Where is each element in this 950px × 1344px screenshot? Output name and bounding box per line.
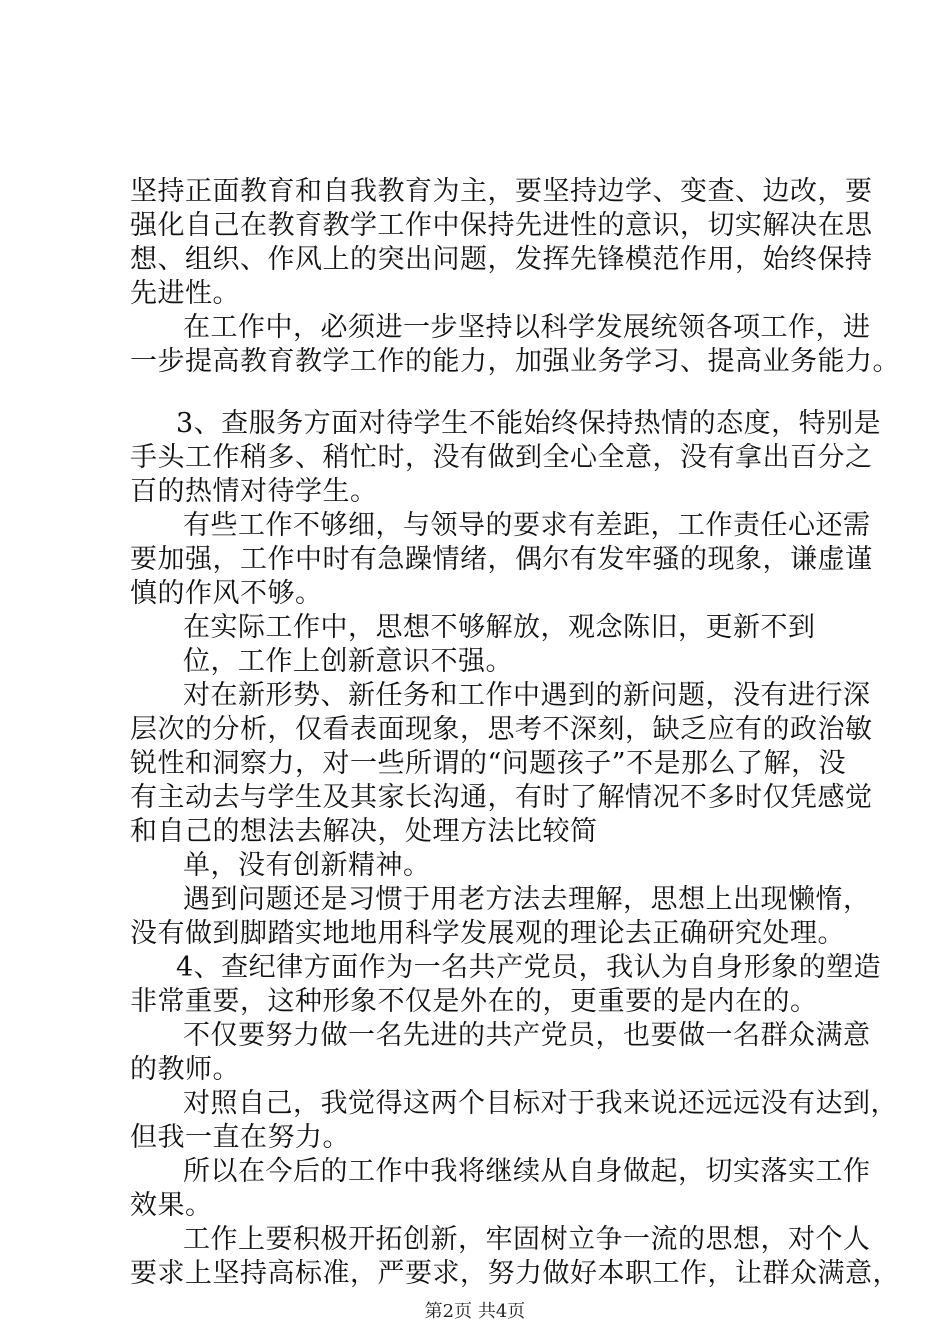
text-line: 百的热情对待学生。: [130, 476, 378, 507]
text-line: 想、组织、作风上的突出问题，发挥先锋模范作用，始终保持: [130, 244, 873, 275]
text-line: 有些工作不够细，与领导的要求有差距，工作责任心还需: [183, 510, 871, 541]
text-line: 要求上坚持高标准，严要求，努力做好本职工作，让群众满意，: [130, 1258, 900, 1289]
text-line: 非常重要，这种形象不仅是外在的，更重要的是内在的。: [130, 986, 818, 1017]
text-line: 一步提高教育教学工作的能力，加强业务学习、提高业务能力。: [130, 346, 900, 377]
text-line: 没有做到脚踏实地地用科学发展观的理论去正确研究处理。: [130, 918, 845, 949]
page-footer: 第2页 共4页: [424, 1301, 526, 1322]
text-line: 手头工作稍多、稍忙时，没有做到全心全意，没有拿出百分之: [130, 442, 873, 473]
text-line: 的教师。: [130, 1054, 240, 1085]
text-line: 效果。: [130, 1190, 213, 1221]
text-line: 先进性。: [130, 278, 240, 309]
text-line: 在工作中，必须进一步坚持以科学发展统领各项工作，进: [183, 312, 871, 343]
text-line: 和自己的想法去解决，处理方法比较简: [130, 816, 598, 847]
text-line: 锐性和洞察力，对一些所谓的“问题孩子”不是那么了解，没: [130, 748, 847, 779]
text-line: 位，工作上创新意识不强。: [183, 646, 513, 677]
text-line: 不仅要努力做一名先进的共产党员，也要做一名群众满意: [183, 1020, 871, 1051]
text-line: 单，没有创新精神。: [183, 850, 431, 881]
text-line: 在实际工作中，思想不够解放，观念陈旧，更新不到: [183, 612, 816, 643]
text-line: 坚持正面教育和自我教育为主，要坚持边学、变查、边改，要: [130, 176, 873, 207]
text-line: 慎的作风不够。: [130, 578, 323, 609]
text-line: 工作上要积极开拓创新，牢固树立争一流的思想，对个人: [183, 1224, 871, 1255]
text-line: 所以在今后的工作中我将继续从自身做起，切实落实工作: [183, 1156, 871, 1187]
text-line: 但我一直在努力。: [130, 1122, 350, 1153]
text-line: 对照自己，我觉得这两个目标对于我来说还远远没有达到，: [183, 1088, 898, 1119]
text-line: 层次的分析，仅看表面现象，思考不深刻，缺乏应有的政治敏: [130, 714, 873, 745]
text-line: 3、查服务方面对待学生不能始终保持热情的态度，特别是: [176, 408, 882, 439]
text-line: 有主动去与学生及其家长沟通，有时了解情况不多时仅凭感觉: [130, 782, 873, 813]
text-line: 遇到问题还是习惯于用老方法去理解，思想上出现懒惰，: [183, 884, 871, 915]
text-line: 4、查纪律方面作为一名共产党员，我认为自身形象的塑造: [176, 952, 882, 983]
text-line: 对在新形势、新任务和工作中遇到的新问题，没有进行深: [183, 680, 871, 711]
text-line: 要加强，工作中时有急躁情绪，偶尔有发牢骚的现象，谦虚谨: [130, 544, 873, 575]
text-line: 强化自己在教育教学工作中保持先进性的意识，切实解决在思: [130, 210, 873, 241]
